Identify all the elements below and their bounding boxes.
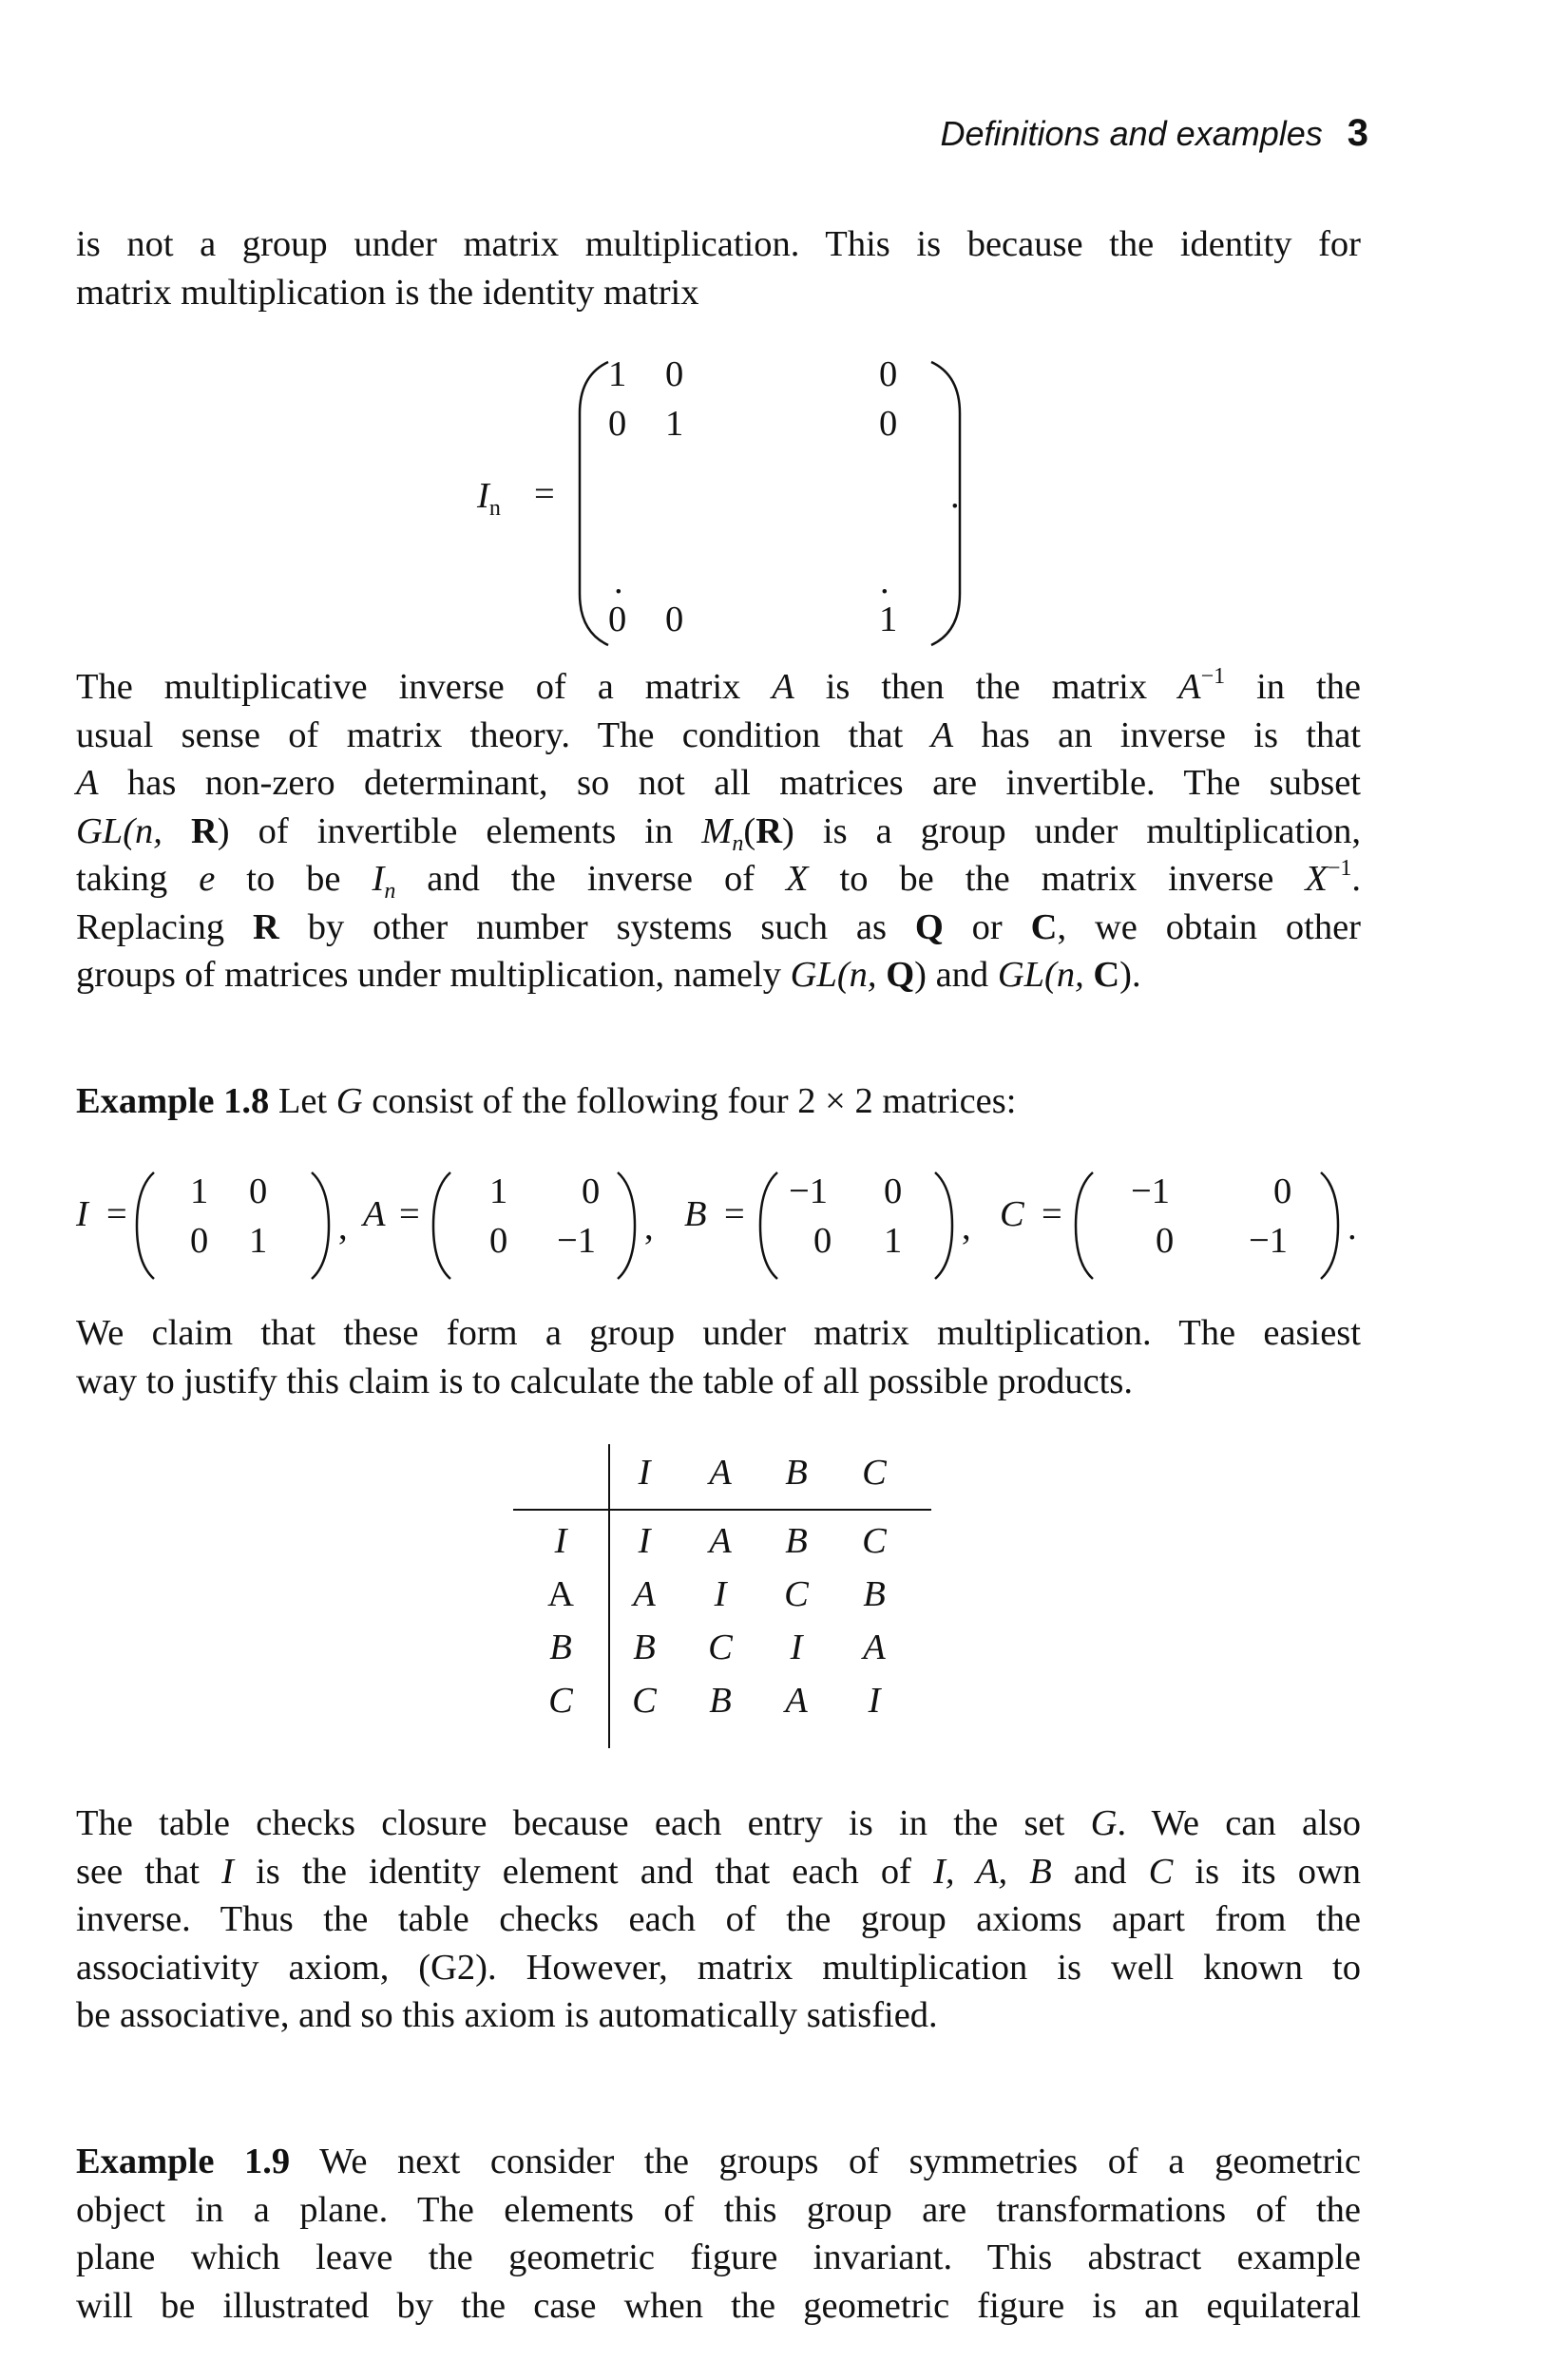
text-line: matrix multiplication is the identity matrix (76, 272, 699, 313)
table-cell: C (632, 1681, 657, 1721)
left-paren (580, 362, 608, 645)
table-cell: I (638, 1521, 651, 1561)
matrix-entry: 0 (884, 1171, 903, 1211)
text-line: The multiplicative inverse of a matrix A is then the matrix $A^{-1}$ in the (76, 664, 1362, 707)
matrix-name: I (76, 1194, 88, 1234)
equals-sign: = (399, 1194, 420, 1234)
text-line: taking e to be $I_n$ and the inverse of X to be the matrix inverse $X^{-1}$. (76, 856, 1362, 904)
text-line: is not a group under matrix multiplication. This is because the identity for (76, 224, 1361, 264)
matrix-brackets (430, 1169, 639, 1283)
matrix-entry: 0 (879, 354, 898, 394)
matrix-entry: 1 (608, 354, 627, 394)
paragraph-inverse (76, 663, 1361, 1000)
matrix-dot: . (880, 562, 889, 601)
equals-sign: = (534, 474, 555, 514)
matrix-entry: 0 (249, 1171, 268, 1211)
matrix-dot: . (614, 562, 623, 601)
matrix-brackets (756, 1169, 956, 1283)
text-line: The table checks closure because each entry is in the set G. We can also (76, 1803, 1362, 1843)
matrix-entry: 1 (665, 404, 684, 444)
example-heading: Example 1.8 (76, 1081, 270, 1121)
table-cell: C (784, 1574, 809, 1614)
table-cell: B (785, 1521, 808, 1561)
matrix-brackets (1072, 1169, 1357, 1283)
matrix-entry: −1 (789, 1171, 828, 1211)
identity-matrix-brackets (570, 356, 969, 651)
identity-lhs: $I_n$ (477, 476, 501, 521)
text-line: Example 1.8 Let G consist of the following four 2 × 2 matrices: (76, 1081, 1017, 1121)
matrix-entry: 0 (1273, 1171, 1292, 1211)
text-line: way to justify this claim is to calculate the table of all possible products. (76, 1361, 1133, 1401)
text-line: Example 1.9 We next consider the groups of symmetries of a geometric (76, 2142, 1361, 2181)
row-header: I (554, 1521, 567, 1561)
text-line: We claim that these form a group under matrix multiplication. The easiest (76, 1313, 1361, 1353)
row-header: A (547, 1574, 574, 1614)
table-cell: C (708, 1628, 733, 1667)
table-cell: A (863, 1628, 886, 1667)
text-line: associativity axiom, (G2). However, matrix multiplication is well known to (76, 1947, 1361, 1988)
matrix-name: C (1000, 1194, 1024, 1234)
group-multiplication-table (513, 1444, 931, 1748)
table-cell: I (790, 1628, 803, 1667)
page-number: 3 (1347, 112, 1368, 154)
matrix-name: B (684, 1194, 707, 1234)
text-line: plane which leave the geometric figure invariant. This abstract example (76, 2237, 1361, 2277)
text-line: see that I is the identity element and that each of I, A, B and C is its own (76, 1851, 1361, 1892)
text-line: be associative, and so this axiom is automatically satisfied. (76, 1995, 938, 2035)
column-header: I (638, 1453, 651, 1493)
matrix-name: A (363, 1194, 386, 1234)
example-heading: Example 1.9 (76, 2142, 291, 2181)
paragraph-intro (76, 220, 1361, 316)
table-cell: C (862, 1521, 887, 1561)
separator: , (338, 1208, 348, 1247)
equals-sign: = (106, 1194, 127, 1234)
table-vertical-rule (608, 1444, 610, 1748)
matrix-entry: 0 (665, 354, 684, 394)
table-cell: B (709, 1681, 732, 1721)
matrix-entry: 1 (249, 1221, 268, 1261)
matrix-entry: 0 (608, 404, 627, 444)
running-title: Definitions and examples (940, 114, 1323, 153)
table-cell: B (863, 1574, 886, 1614)
equals-sign: = (1042, 1194, 1062, 1234)
matrix-entry: 0 (190, 1221, 209, 1261)
matrix-entry: 0 (489, 1221, 508, 1261)
table-cell: B (633, 1628, 656, 1667)
table-cell: I (714, 1574, 727, 1614)
text-line: will be illustrated by the case when the geometric figure is an equilateral (76, 2285, 1361, 2326)
example-1-9 (76, 2138, 1361, 2330)
matrix-entry: 1 (489, 1171, 508, 1211)
row-header: C (548, 1681, 573, 1721)
matrix-entry: 0 (582, 1171, 601, 1211)
matrix-brackets (133, 1169, 333, 1283)
matrix-entry: −1 (1249, 1221, 1288, 1261)
row-header: B (549, 1628, 572, 1667)
matrix-entry: −1 (557, 1221, 596, 1261)
matrix-entry: 0 (879, 404, 898, 444)
column-header: B (785, 1453, 808, 1493)
table-cell: A (633, 1574, 656, 1614)
paragraph-closure (76, 1799, 1361, 2040)
text-line: A has non-zero determinant, so not all matrices are invertible. The subset (76, 763, 1361, 803)
matrix-entry: 1 (884, 1221, 903, 1261)
separator: , (962, 1208, 971, 1247)
text-line: GL(n, R) of invertible elements in $M_n(R)$ is a group under multiplication, (76, 810, 1361, 856)
equation-period: . (950, 476, 960, 516)
column-header: C (862, 1453, 887, 1493)
text-line: inverse. Thus the table checks each of the group axioms apart from the (76, 1899, 1361, 1939)
separator: , (644, 1208, 654, 1247)
text-line: Replacing R by other number systems such as Q or C, we obtain other (76, 906, 1361, 947)
paragraph-claim (76, 1309, 1361, 1405)
matrix-entry: 0 (1156, 1221, 1175, 1261)
table-cell: A (785, 1681, 808, 1721)
text-line: groups of matrices under multiplication, namely GL(n, Q) and GL(n, C). (76, 955, 1141, 995)
table-cell: I (868, 1681, 881, 1721)
matrix-entry: 1 (190, 1171, 209, 1211)
matrix-entry: 0 (813, 1221, 832, 1261)
matrix-entry: −1 (1131, 1171, 1170, 1211)
equals-sign: = (724, 1194, 745, 1234)
text-line: usual sense of matrix theory. The condition that A has an inverse is that (76, 714, 1361, 755)
matrix-entry: 0 (665, 600, 684, 639)
example-1-8-intro (76, 1077, 1361, 1126)
separator: . (1348, 1208, 1357, 1247)
column-header: A (709, 1453, 732, 1493)
running-header (893, 112, 1368, 155)
matrix-entry: 0 (608, 600, 627, 639)
table-horizontal-rule (513, 1509, 931, 1511)
text-line: object in a plane. The elements of this group are transformations of the (76, 2189, 1361, 2230)
table-cell: A (709, 1521, 732, 1561)
matrix-entry: 1 (879, 600, 898, 639)
